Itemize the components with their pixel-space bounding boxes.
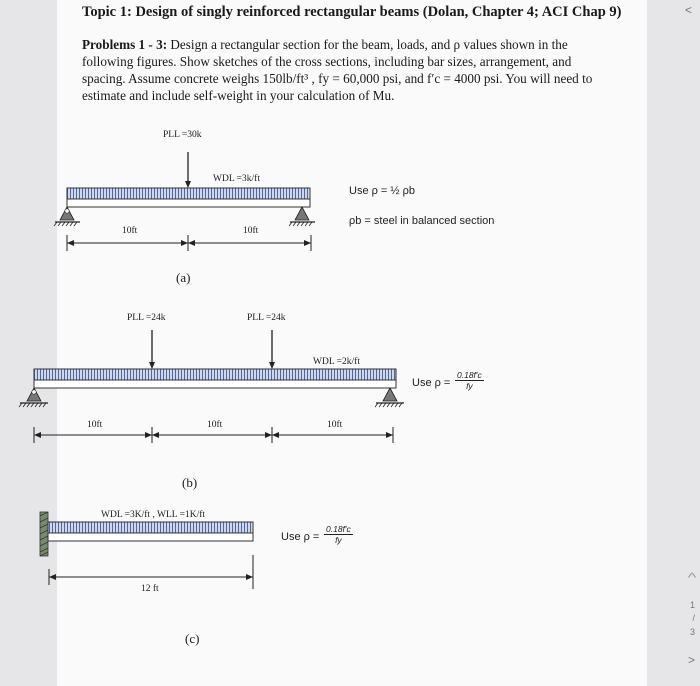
rho-fraction-b bbox=[455, 370, 484, 391]
beam-c bbox=[48, 522, 253, 533]
rho-fraction-c-num: 0.18f′c bbox=[326, 524, 351, 534]
dist-load-label-a: WDL =3k/ft bbox=[213, 174, 260, 184]
rho-fraction-c bbox=[324, 524, 353, 545]
rho-note-a2: ρb = steel in balanced section bbox=[349, 215, 495, 227]
span-label-b2: 10ft bbox=[207, 420, 223, 430]
beam-c-body bbox=[48, 533, 253, 541]
caption-b: (b) bbox=[182, 475, 198, 490]
span-label-a1: 10ft bbox=[122, 226, 138, 236]
scroll-up-button[interactable]: ^ bbox=[687, 570, 697, 585]
page-current: 1 bbox=[689, 600, 695, 610]
rho-fraction-b-num: 0.18f′c bbox=[457, 370, 482, 380]
rho-note-c: Use ρ = bbox=[281, 531, 320, 543]
problem-line-2: following figures. Show sketches of the cross sections, including bar sizes, arrangement, and bbox=[82, 54, 572, 69]
roller-support-right-b bbox=[375, 388, 404, 407]
point-load-label-b2: PLL =24k bbox=[247, 313, 286, 323]
rho-note-b: Use ρ = bbox=[412, 377, 451, 389]
dist-load-label-c: WDL =3K/ft , WLL =1K/ft bbox=[101, 510, 206, 520]
beam-a-body bbox=[67, 199, 310, 207]
figure-c bbox=[40, 512, 253, 589]
point-load-label-a: PLL =30k bbox=[163, 130, 202, 140]
rho-note-a1: Use ρ = ½ ρb bbox=[349, 185, 416, 197]
span-label-b1: 10ft bbox=[87, 420, 103, 430]
problem-line-3: spacing. Assume concrete weighs 150lb/ft³ , fy = 60,000 psi, and f′c = 4000 psi. You will need to bbox=[82, 71, 593, 86]
problem-line-4: estimate and include self-weight in your calculation of Mu. bbox=[82, 88, 395, 103]
problem-label: Problems 1 - 3: bbox=[82, 37, 168, 52]
beam-a bbox=[67, 188, 310, 199]
page-separator: / bbox=[692, 613, 695, 623]
roller-support-right-a bbox=[289, 207, 315, 226]
beam-b-body bbox=[34, 380, 396, 388]
span-label-c: 12 ft bbox=[141, 584, 159, 594]
span-label-b3: 10ft bbox=[327, 420, 343, 430]
prev-page-button[interactable]: < bbox=[684, 3, 692, 17]
page-title: Topic 1: Design of singly reinforced rectangular beams (Dolan, Chapter 4; ACI Chap 9) bbox=[82, 4, 622, 20]
caption-a: (a) bbox=[176, 270, 191, 285]
page-total: 3 bbox=[689, 627, 695, 637]
next-page-button[interactable]: > bbox=[687, 653, 695, 667]
span-label-a2: 10ft bbox=[243, 226, 259, 236]
caption-c: (c) bbox=[185, 631, 200, 646]
beam-b bbox=[34, 369, 396, 380]
rho-fraction-c-den: fy bbox=[335, 535, 342, 545]
pin-support-left-b bbox=[19, 388, 48, 407]
figure-a bbox=[54, 152, 315, 251]
problem-line-1: Design a rectangular section for the beam, loads, and ρ values shown in the bbox=[170, 37, 568, 52]
point-load-label-b1: PLL =24k bbox=[127, 313, 166, 323]
pin-support-left-a bbox=[54, 207, 80, 226]
dist-load-label-b: WDL =2k/ft bbox=[313, 357, 360, 367]
dimension-line-a bbox=[67, 235, 311, 251]
rho-fraction-b-den: fy bbox=[466, 381, 473, 391]
